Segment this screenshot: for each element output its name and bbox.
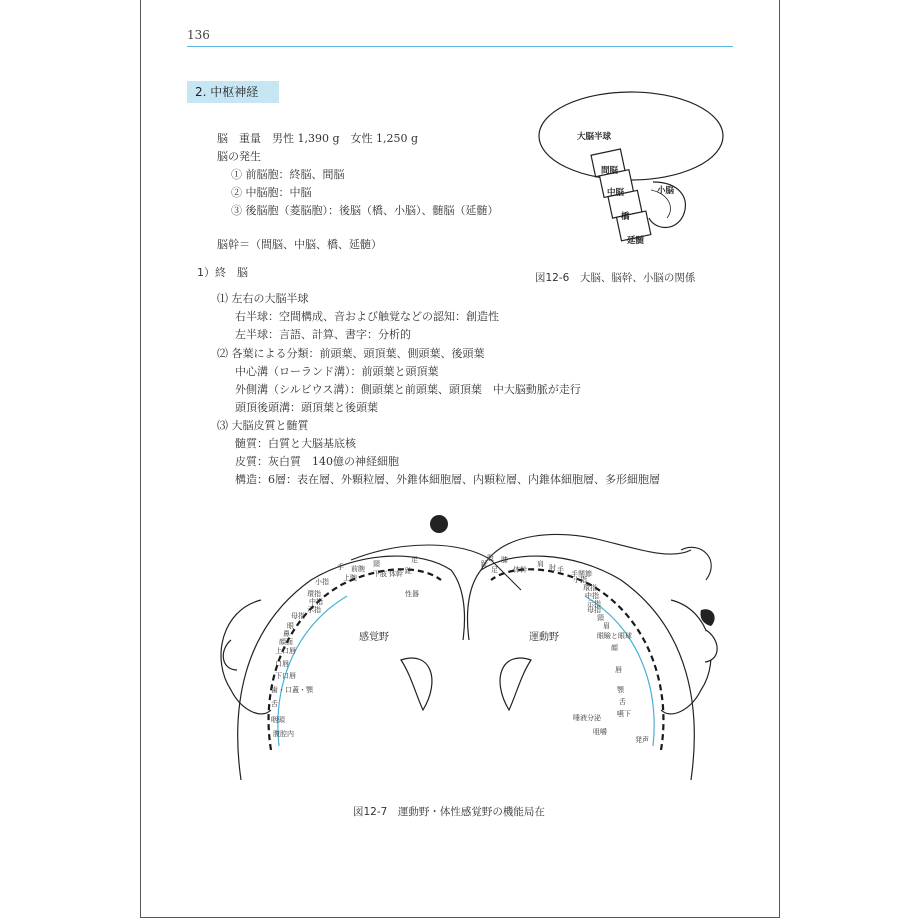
subsection-heading: 1）終 脳 <box>197 266 248 279</box>
sensory-part: 手 <box>337 563 344 571</box>
motor-part: 体幹 <box>513 566 527 574</box>
sensory-part: 咽頭 <box>271 716 285 724</box>
sensory-part: 体幹 <box>389 570 403 578</box>
book-page <box>140 0 780 918</box>
motor-part: 趾 <box>481 560 488 568</box>
sensory-part: 示指 <box>307 606 321 614</box>
sensory-part: 下肢 <box>373 570 387 578</box>
label-midbrain: 中脳 <box>607 188 625 198</box>
motor-part: 発声 <box>635 736 649 744</box>
point-line: 右半球：空間構成、音および触覚などの認知：創造性 <box>235 310 499 323</box>
sensory-part: 性器 <box>405 590 419 598</box>
point-heading: ⑴ 左右の大脳半球 <box>217 292 309 305</box>
page-number: 136 <box>187 28 210 42</box>
point-line: 左半球：言語、計算、書字：分析的 <box>235 328 411 341</box>
motor-part: 唇 <box>615 666 622 674</box>
brain-weight: 脳 重量 男性 1,390 g 女性 1,250 g <box>217 132 419 145</box>
development-item: ① 前脳胞：終脳、間脳 <box>231 168 345 181</box>
motor-part: 頸 <box>597 614 604 622</box>
motor-part: 股 <box>487 554 494 562</box>
motor-part: 手 <box>557 566 564 574</box>
point-heading: ⑵ 各葉による分類：前頭葉、頭頂葉、側頭葉、後頭葉 <box>217 347 485 360</box>
sensory-part: 環指 <box>307 590 321 598</box>
motor-part: 小指 <box>573 576 587 584</box>
sensory-part: 中指 <box>309 598 323 606</box>
figure-12-6-caption: 図12-6 大脳、脳幹、小脳の関係 <box>535 272 696 284</box>
motor-part: 唾液分泌 <box>573 714 601 722</box>
sensory-part: 腹腔内 <box>273 730 294 738</box>
point-line: 構造：6層：表在層、外顆粒層、外錐体細胞層、内顆粒層、内錐体細胞層、多形細胞層 <box>235 473 660 486</box>
sensory-part: 頸 <box>373 560 380 568</box>
label-cerebellum: 小脳 <box>657 186 675 196</box>
sensory-part: 上腕 <box>343 574 357 582</box>
motor-part: 舌 <box>619 698 626 706</box>
sensory-part: 下口唇 <box>275 672 296 680</box>
label-pons: 橋 <box>621 212 630 222</box>
motor-part: 嚥下 <box>617 710 631 718</box>
motor-part: 示指 <box>587 600 601 608</box>
sensory-part: 足 <box>411 556 418 564</box>
point-line: 中心溝（ローランド溝）：前頭葉と頭頂葉 <box>235 365 439 378</box>
sensory-part: 小指 <box>315 578 329 586</box>
motor-part: 眉 <box>603 622 610 630</box>
brainstem-definition: 脳幹＝（間脳、中脳、橋、延髄） <box>217 238 382 251</box>
sensory-part: 口唇 <box>275 660 289 668</box>
motor-part: 膝 <box>501 556 508 564</box>
sensory-part: 眼 <box>287 622 294 630</box>
section-heading: 2. 中枢神経 <box>187 81 279 103</box>
figure-12-7-caption: 図12-7 運動野・体性感覚野の機能局在 <box>353 806 545 818</box>
point-line: 外側溝（シルビウス溝）：側頭葉と前頭葉、頭頂葉 中大脳動脈が走行 <box>235 383 581 396</box>
label-diencephalon: 間脳 <box>601 166 619 176</box>
motor-part: 顎 <box>617 686 624 694</box>
header-rule <box>187 46 733 47</box>
sensory-part: 顔面 <box>279 638 293 646</box>
motor-part: 中指 <box>585 592 599 600</box>
development-heading: 脳の発生 <box>217 150 261 163</box>
sensory-part: 鼻 <box>283 630 290 638</box>
point-line: 髄質：白質と大脳基底核 <box>235 437 356 450</box>
sensory-area-label: 感覚野 <box>359 632 389 643</box>
motor-part: 母指 <box>587 606 601 614</box>
point-line: 頭頂後頭溝：頭頂葉と後頭葉 <box>235 401 378 414</box>
motor-part: 咀嚼 <box>593 728 607 736</box>
sensory-part: 歯・口蓋・顎 <box>271 686 313 694</box>
motor-part: 足 <box>491 566 498 574</box>
motor-part: 環指 <box>583 584 597 592</box>
sensory-part: 趾 <box>405 567 412 575</box>
motor-part: 眼瞼と眼球 <box>597 632 632 640</box>
sensory-part: 舌 <box>271 700 278 708</box>
sensory-part: 上口唇 <box>275 647 296 655</box>
label-cerebrum: 大脳半球 <box>577 132 612 142</box>
development-item: ③ 後脳胞（菱脳胞）：後脳（橋、小脳）、髄脳（延髄） <box>231 204 499 217</box>
motor-part: 肘 <box>549 564 556 572</box>
point-heading: ⑶ 大脳皮質と髄質 <box>217 419 309 432</box>
point-line: 皮質：灰白質 140億の神経細胞 <box>235 455 399 468</box>
motor-part: 手関節 <box>571 570 592 578</box>
sensory-part: 前腕 <box>351 565 365 573</box>
motor-area-label: 運動野 <box>529 632 559 643</box>
motor-part: 顔 <box>611 644 618 652</box>
motor-part: 肩 <box>537 560 544 568</box>
label-medulla: 延髄 <box>627 236 645 246</box>
development-item: ② 中脳胞：中脳 <box>231 186 312 199</box>
sensory-part: 母指 <box>291 612 305 620</box>
